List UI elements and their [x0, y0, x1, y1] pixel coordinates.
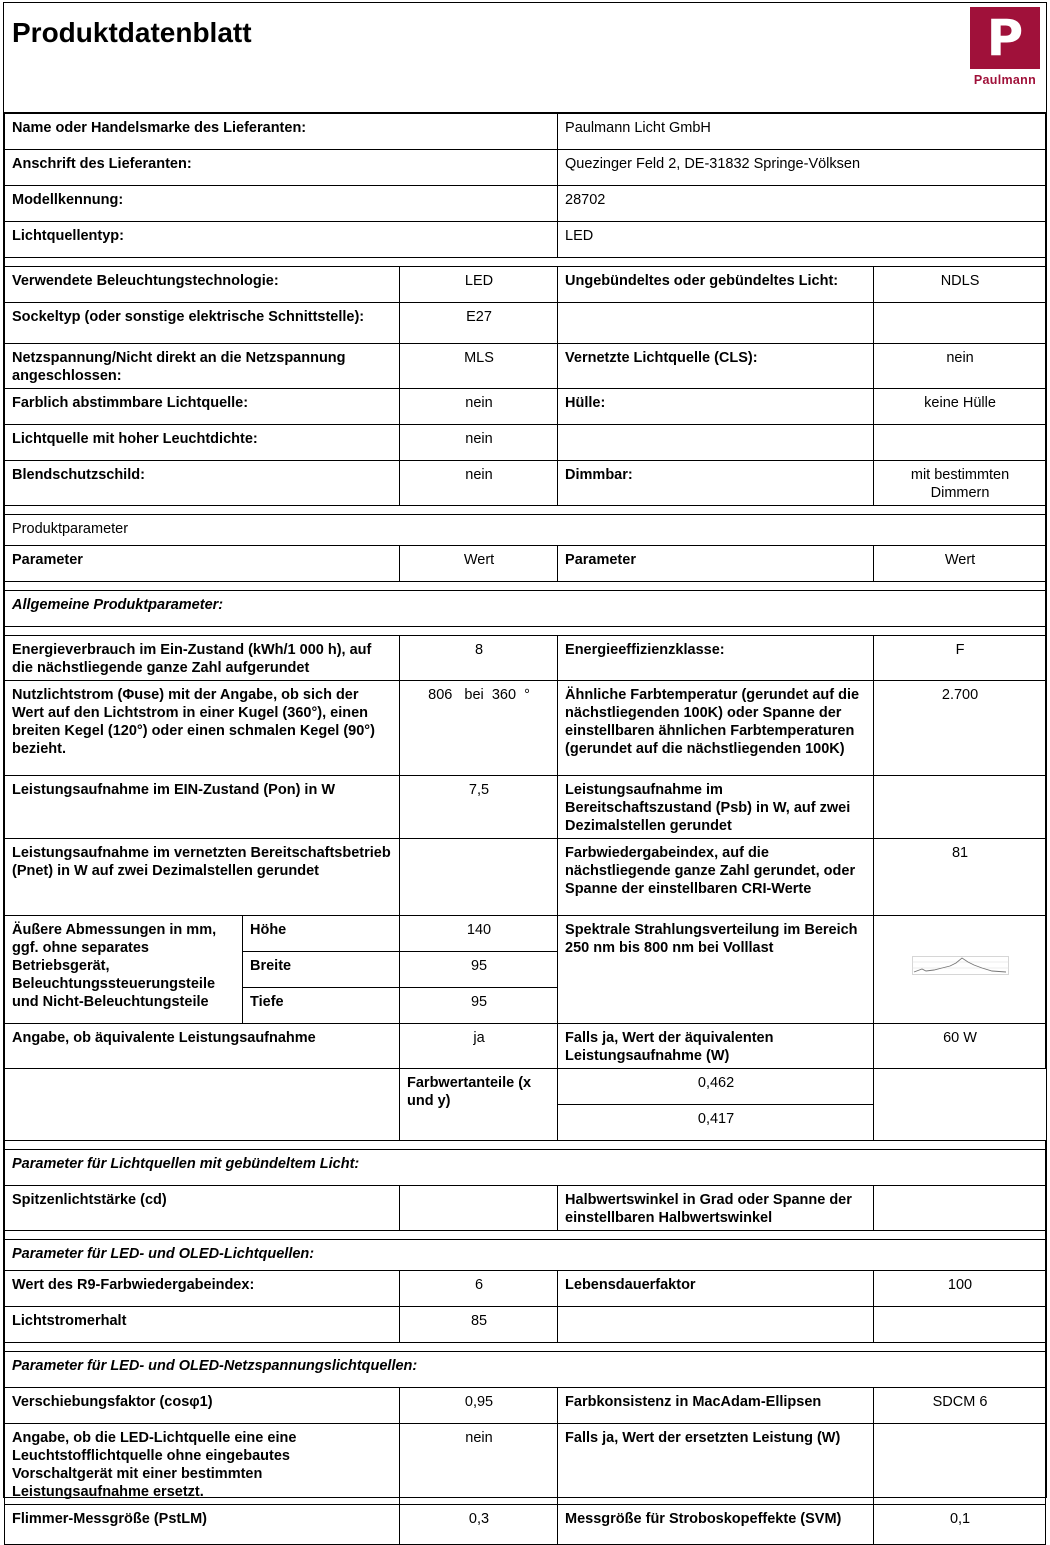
table-row — [5, 1069, 1046, 1105]
empty-cell — [874, 303, 1046, 344]
spectrum-chart-icon — [912, 954, 1010, 976]
table-row — [5, 267, 1046, 303]
glare-shield-value: nein — [400, 461, 558, 506]
flicker-value: 0,3 — [400, 1505, 558, 1545]
empty-cell — [874, 1105, 1046, 1141]
replace-w-value — [874, 1424, 1046, 1505]
table-row — [5, 1307, 1046, 1343]
table-row — [5, 515, 1046, 546]
lumen-maint-label: Lichtstromerhalt — [5, 1307, 400, 1343]
equiv-w-label: Falls ja, Wert der äquivalenten Leistungsaufnahme (W) — [558, 1024, 874, 1069]
logo-text: Paulmann — [973, 73, 1037, 87]
table-row — [5, 186, 1046, 222]
table-row — [5, 1240, 1046, 1271]
table-row — [5, 425, 1046, 461]
pon-value: 7,5 — [400, 776, 558, 839]
table-row — [5, 1024, 1046, 1069]
svm-label: Messgröße für Stroboskopeffekte (SVM) — [558, 1505, 874, 1545]
cos-value: 0,95 — [400, 1388, 558, 1424]
high-luminance-label: Lichtquelle mit hoher Leuchtdichte: — [5, 425, 400, 461]
table-row — [5, 1150, 1046, 1186]
table-row — [5, 1186, 1046, 1231]
model-label: Modellkennung: — [5, 186, 558, 222]
cls-value: nein — [874, 344, 1046, 389]
paulmann-logo — [970, 7, 1040, 91]
glare-shield-label: Blendschutzschild: — [5, 461, 400, 506]
energy-value: 8 — [400, 636, 558, 681]
replace-label: Angabe, ob die LED-Lichtquelle eine eine Leuchtstofflichtquelle ohne eingebautes Vorschaltgerät mit einer bestimmten Leistungsaufnahme ersetzt. — [5, 1424, 400, 1505]
table-row — [5, 681, 1046, 776]
pon-label: Leistungsaufnahme im EIN-Zustand (Pon) in W — [5, 776, 400, 839]
table-row — [5, 389, 1046, 425]
envelope-label: Hülle: — [558, 389, 874, 425]
product-params-label: Produktparameter — [5, 515, 1046, 546]
depth-label: Tiefe — [243, 988, 400, 1024]
table-row — [5, 1505, 1046, 1545]
mains-value: MLS — [400, 344, 558, 389]
table-row — [5, 636, 1046, 681]
flux-value: 806 bei 360 ° — [400, 681, 558, 776]
table-row — [5, 1388, 1046, 1424]
envelope-value: keine Hülle — [874, 389, 1046, 425]
svm-value: 0,1 — [874, 1505, 1046, 1545]
supplier-name-label: Name oder Handelsmarke des Lieferanten: — [5, 114, 558, 150]
directional-label: Ungebündeltes oder gebündeltes Licht: — [558, 267, 874, 303]
eec-label: Energieeffizienzklasse: — [558, 636, 874, 681]
peak-label: Spitzenlichtstärke (cd) — [5, 1186, 400, 1231]
section-mains: Parameter für LED- und OLED-Netzspannungslichtquellen: — [5, 1352, 1046, 1388]
tech-label: Verwendete Beleuchtungstechnologie: — [5, 267, 400, 303]
empty-cell — [874, 1069, 1046, 1105]
table-row — [5, 303, 1046, 344]
light-source-type-value: LED — [558, 222, 1046, 258]
energy-label: Energieverbrauch im Ein-Zustand (kWh/1 000 h), auf die nächstliegende ganze Zahl aufgerundet — [5, 636, 400, 681]
flux-label: Nutzlichtstrom (Φuse) mit der Angabe, ob sich der Wert auf den Lichtstrom in einer Kugel (360°), einen breiten Kegel (120°) oder einen schmalen Kegel (90°) bezieht. — [5, 681, 400, 776]
survival-label: Lebensdauerfaktor — [558, 1271, 874, 1307]
value-header: Wert — [874, 546, 1046, 582]
mains-label: Netzspannung/Nicht direkt an die Netzspannung angeschlossen: — [5, 344, 400, 389]
section-directional: Parameter für Lichtquellen mit gebündeltem Licht: — [5, 1150, 1046, 1186]
table-row — [5, 546, 1046, 582]
chroma-x-value: 0,462 — [558, 1069, 874, 1105]
r9-label: Wert des R9-Farbwiedergabeindex: — [5, 1271, 400, 1307]
model-value: 28702 — [558, 186, 1046, 222]
equiv-value: ja — [400, 1024, 558, 1069]
table-row — [5, 344, 1046, 389]
table-row — [5, 839, 1046, 916]
cct-label: Ähnliche Farbtemperatur (gerundet auf die nächstliegenden 100K) oder Spanne der einstellbaren ähnlichen Farbtemperaturen (gerundet auf die nächstliegenden 100K) — [558, 681, 874, 776]
tech-value: LED — [400, 267, 558, 303]
macadam-value: SDCM 6 — [874, 1388, 1046, 1424]
eec-value: F — [874, 636, 1046, 681]
header — [4, 3, 1046, 113]
param-header: Parameter — [558, 546, 874, 582]
equiv-w-value: 60 W — [874, 1024, 1046, 1069]
high-luminance-value: nein — [400, 425, 558, 461]
table-row — [5, 114, 1046, 150]
tunable-label: Farblich abstimmbare Lichtquelle: — [5, 389, 400, 425]
equiv-label: Angabe, ob äquivalente Leistungsaufnahme — [5, 1024, 400, 1069]
directional-value: NDLS — [874, 267, 1046, 303]
dimmable-value: mit bestimmten Dimmern — [874, 461, 1046, 506]
empty-cell — [874, 1307, 1046, 1343]
supplier-name-value: Paulmann Licht GmbH — [558, 114, 1046, 150]
page-title: Produktdatenblatt — [12, 17, 252, 48]
cri-value: 81 — [874, 839, 1046, 916]
section-general: Allgemeine Produktparameter: — [5, 591, 1046, 627]
beam-label: Halbwertswinkel in Grad oder Spanne der einstellbaren Halbwertswinkel — [558, 1186, 874, 1231]
flicker-label: Flimmer-Messgröße (PstLM) — [5, 1505, 400, 1545]
empty-cell — [558, 303, 874, 344]
empty-cell — [5, 1069, 400, 1141]
data-table — [4, 113, 1046, 1545]
lumen-maint-value: 85 — [400, 1307, 558, 1343]
supplier-address-value: Quezinger Feld 2, DE-31832 Springe-Völksen — [558, 150, 1046, 186]
pnet-label: Leistungsaufnahme im vernetzten Bereitschaftsbetrieb (Pnet) in W auf zwei Dezimalstellen gerundet — [5, 839, 400, 916]
logo-icon — [970, 7, 1040, 69]
cct-value: 2.700 — [874, 681, 1046, 776]
cap-type-value: E27 — [400, 303, 558, 344]
psb-label: Leistungsaufnahme im Bereitschaftszustand (Psb) in W, auf zwei Dezimalstellen gerundet — [558, 776, 874, 839]
empty-cell — [558, 425, 874, 461]
table-row — [5, 1424, 1046, 1505]
height-value: 140 — [400, 916, 558, 952]
table-row — [5, 1271, 1046, 1307]
table-row — [5, 916, 1046, 952]
dimmable-label: Dimmbar: — [558, 461, 874, 506]
table-row — [5, 222, 1046, 258]
value-header: Wert — [400, 546, 558, 582]
supplier-address-label: Anschrift des Lieferanten: — [5, 150, 558, 186]
spd-cell — [874, 916, 1046, 1024]
cos-label: Verschiebungsfaktor (cosφ1) — [5, 1388, 400, 1424]
logo-letter: P — [986, 9, 1024, 67]
cap-type-label: Sockeltyp (oder sonstige elektrische Schnittstelle): — [5, 303, 400, 344]
peak-value — [400, 1186, 558, 1231]
psb-value — [874, 776, 1046, 839]
param-header: Parameter — [5, 546, 400, 582]
spd-label: Spektrale Strahlungsverteilung im Bereich 250 nm bis 800 nm bei Volllast — [558, 916, 874, 1024]
cri-label: Farbwiedergabeindex, auf die nächstliegende ganze Zahl gerundet, oder Spanne der einstellbaren CRI-Werte — [558, 839, 874, 916]
tunable-value: nein — [400, 389, 558, 425]
macadam-label: Farbkonsistenz in MacAdam-Ellipsen — [558, 1388, 874, 1424]
width-value: 95 — [400, 952, 558, 988]
cls-label: Vernetzte Lichtquelle (CLS): — [558, 344, 874, 389]
r9-value: 6 — [400, 1271, 558, 1307]
section-led: Parameter für LED- und OLED-Lichtquellen: — [5, 1240, 1046, 1271]
datasheet — [3, 2, 1047, 1527]
pnet-value — [400, 839, 558, 916]
height-label: Höhe — [243, 916, 400, 952]
table-row — [5, 591, 1046, 627]
dimensions-label: Äußere Abmessungen in mm, ggf. ohne separates Betriebsgerät, Beleuchtungssteuerungsteile und Nicht-Beleuchtungsteile — [5, 916, 243, 1024]
depth-value: 95 — [400, 988, 558, 1024]
empty-cell — [874, 425, 1046, 461]
beam-value — [874, 1186, 1046, 1231]
table-row — [5, 150, 1046, 186]
replace-w-label: Falls ja, Wert der ersetzten Leistung (W) — [558, 1424, 874, 1505]
light-source-type-label: Lichtquellentyp: — [5, 222, 558, 258]
replace-value: nein — [400, 1424, 558, 1505]
empty-cell — [558, 1307, 874, 1343]
width-label: Breite — [243, 952, 400, 988]
table-row — [5, 461, 1046, 506]
table-row — [5, 776, 1046, 839]
chroma-y-value: 0,417 — [558, 1105, 874, 1141]
chroma-label: Farbwertanteile (x und y) — [400, 1069, 558, 1141]
table-row — [5, 1352, 1046, 1388]
survival-value: 100 — [874, 1271, 1046, 1307]
